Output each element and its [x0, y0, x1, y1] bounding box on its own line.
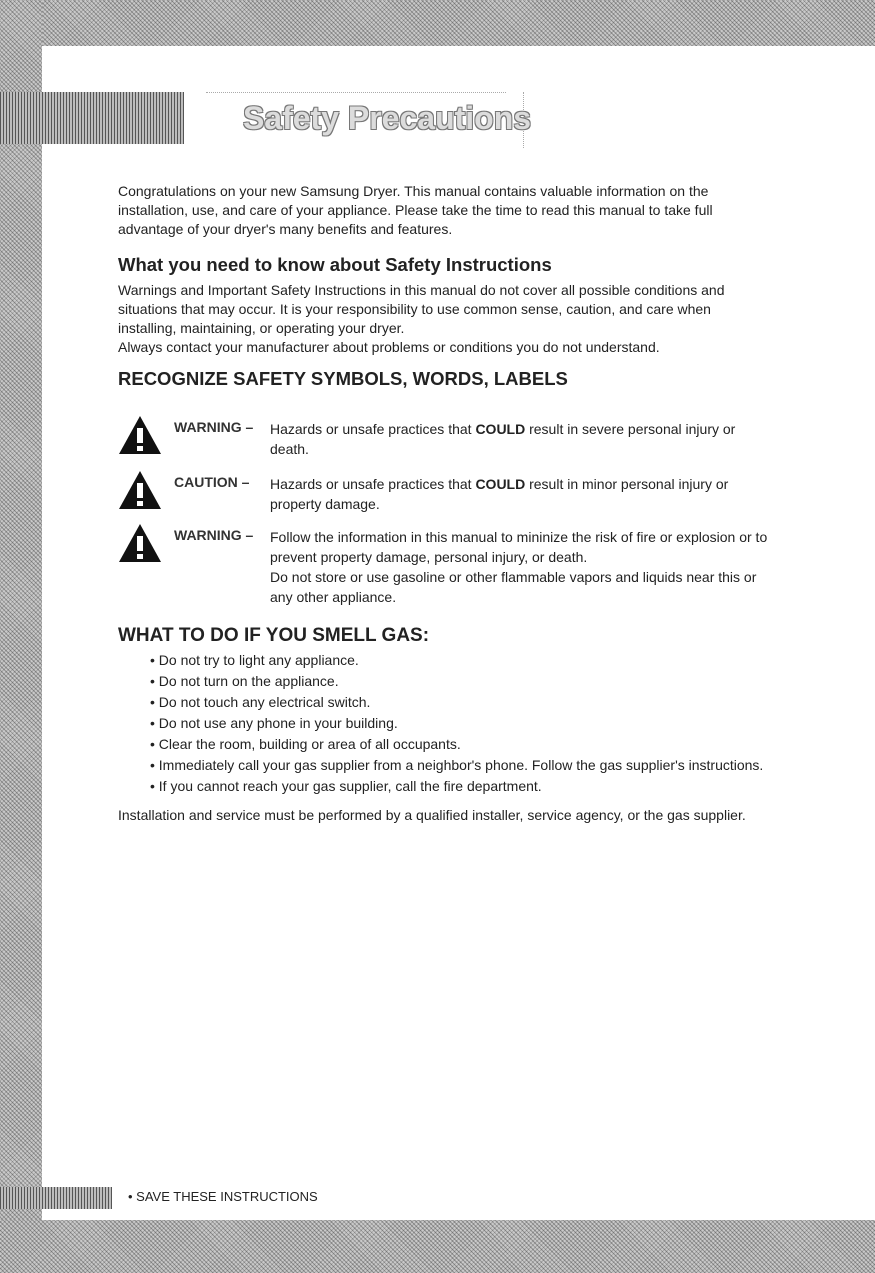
caution-triangle-icon: [118, 470, 162, 510]
symbol-row-warning: [118, 415, 798, 475]
footer-tab-block: [0, 1187, 112, 1209]
footer-save-instructions: • SAVE THESE INSTRUCTIONS: [128, 1189, 318, 1204]
list-item: • Do not turn on the appliance.: [150, 671, 763, 692]
page-title: Safety Precautions: [242, 100, 532, 136]
title-rule: [206, 92, 506, 93]
safety-instructions-paragraph: Warnings and Important Safety Instructions in this manual do not cover all possible conditions and situations that may occur. It is your responsibility to use common sense, caution, and care when installing, maintaining, or operating your dryer.: [118, 282, 725, 336]
symbol-label: WARNING –: [174, 527, 254, 543]
list-item: • Do not try to light any appliance.: [150, 650, 763, 671]
intro-paragraph: Congratulations on your new Samsung Dryer. This manual contains valuable information on the installation, use, and care of your appliance. Please take the time to read this manual to take full advantage of your dryer's many benefits and features.: [118, 183, 713, 237]
symbol-row-fire-warning: [118, 523, 798, 605]
list-item: • Do not touch any electrical switch.: [150, 692, 763, 713]
bottom-border-band: [0, 1220, 875, 1273]
symbol-description: Follow the information in this manual to mininize the risk of fire or explosion or to prevent property damage, personal injury, or death. Do not store or use gasoline or other flammable vapors and liquids near this or any other appliance.: [270, 529, 768, 605]
section-heading-safety-instructions: What you need to know about Safety Instructions: [118, 254, 552, 275]
list-item: • If you cannot reach your gas supplier, call the fire department.: [150, 776, 763, 797]
list-item: • Do not use any phone in your building.: [150, 713, 763, 734]
list-item: • Immediately call your gas supplier from a neighbor's phone. Follow the gas supplier's instructions.: [150, 755, 763, 776]
symbol-description: Hazards or unsafe practices that COULD result in minor personal injury or property damage.: [270, 476, 729, 512]
left-border-band: [0, 0, 42, 1273]
symbol-label: CAUTION –: [174, 474, 250, 490]
contact-manufacturer-paragraph: Always contact your manufacturer about problems or conditions you do not understand.: [118, 339, 660, 355]
section-heading-gas: WHAT TO DO IF YOU SMELL GAS:: [118, 625, 430, 646]
symbol-description: Hazards or unsafe practices that COULD result in severe personal injury or death.: [270, 421, 736, 457]
installation-note: Installation and service must be performed by a qualified installer, service agency, or the gas supplier.: [118, 807, 746, 823]
symbol-label: WARNING –: [174, 419, 254, 435]
section-heading-symbols: RECOGNIZE SAFETY SYMBOLS, WORDS, LABELS: [118, 368, 568, 389]
header-tab-block: [0, 92, 184, 144]
list-item: • Clear the room, building or area of all occupants.: [150, 734, 763, 755]
gas-instructions-list: [150, 650, 763, 797]
symbol-row-caution: [118, 470, 798, 530]
warning-triangle-icon: [118, 415, 162, 455]
warning-triangle-icon: [118, 523, 162, 563]
top-border-band: [0, 0, 875, 46]
